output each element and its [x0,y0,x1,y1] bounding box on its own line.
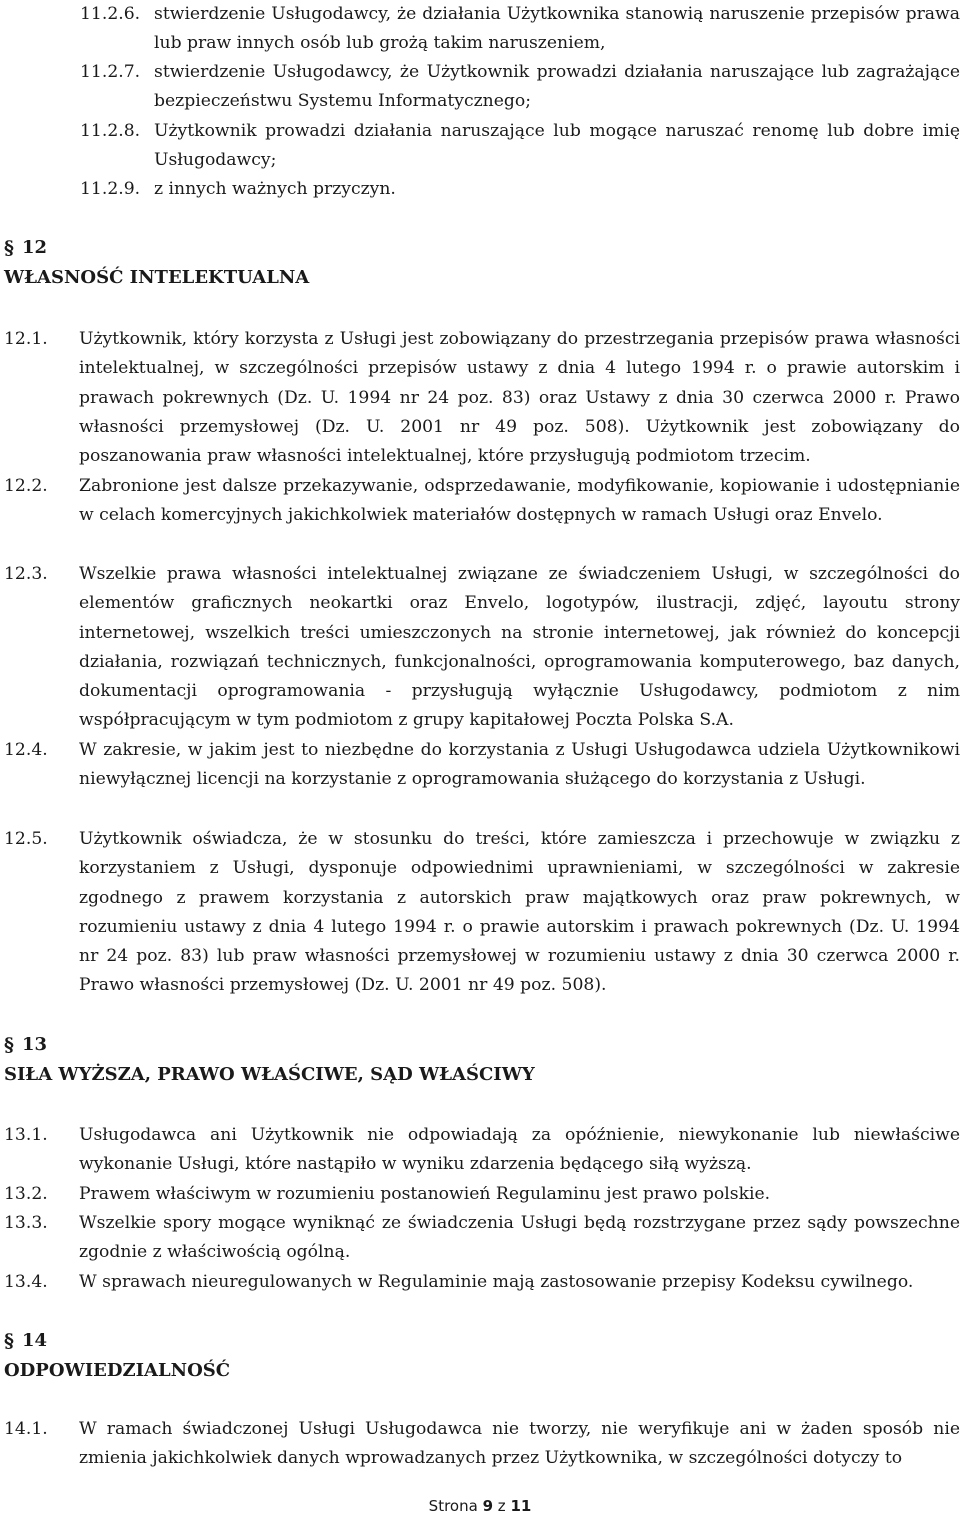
section-sign: § [4,237,14,259]
item-number: 11.2.9. [80,179,141,199]
current-page-number: 9 [482,1497,494,1515]
item-number: 14.1. [4,1419,48,1439]
item-number: 11.2.6. [80,4,141,24]
section-title: WŁASNOŚĆ INTELEKTUALNA [4,267,310,288]
item-number: 13.3. [4,1213,48,1233]
item-number: 12.2. [4,476,48,496]
item-text: z innych ważnych przyczyn. [154,179,396,199]
section-number: 12 [22,237,48,258]
item-number: 12.1. [4,329,48,349]
item-number: 12.4. [4,740,48,760]
section-number: 13 [22,1034,48,1055]
section-sign: § [4,1034,14,1056]
item-text: Prawem właściwym w rozumieniu postanowień Regulaminu jest prawo polskie. [79,1184,771,1204]
item-text: Wszelkie spory mogące wyniknąć ze świadczenia Usługi będą rozstrzygane przez sądy powszechne zgodnie z właściwością ogólną. [79,1213,960,1263]
item-text: Użytkownik, który korzysta z Usługi jest zobowiązany do przestrzegania przepisów prawa własności intelektualnej, w szczególności przepisów ustawy z dnia 4 lutego 1994 r. o prawie autorskim i prawach pokrewnych (Dz. U. 1994 nr 24 poz. 83) oraz Ustawy z dnia 30 czerwca 2000 r. Prawo własności przemysłowej (Dz. U. 2001 nr 49 poz. 508). Użytkownik jest zobowiązany do poszanowania praw własności intelektualnej, które przysługują podmiotom trzecim. [79,329,960,467]
section-sign: § [4,1330,14,1352]
item-number: 13.4. [4,1272,48,1292]
item-text: W zakresie, w jakim jest to niezbędne do korzystania z Usługi Usługodawca udziela Użytkownikowi niewyłącznej licencji na korzystanie z oprogramowania służącego do korzystania z Usługi. [79,740,960,790]
item-text: Zabronione jest dalsze przekazywanie, odsprzedawanie, modyfikowanie, kopiowanie i udostępnianie w celach komercyjnych jakichkolwiek materiałów dostępnych w ramach Usługi oraz Envelo. [79,476,960,526]
item-number: 13.2. [4,1184,48,1204]
section-title: SIŁA WYŻSZA, PRAWO WŁAŚCIWE, SĄD WŁAŚCIWY [4,1064,535,1085]
item-text: stwierdzenie Usługodawcy, że Użytkownik prowadzi działania naruszające lub zagrażające bezpieczeństwu Systemu Informatycznego; [154,62,960,112]
item-text: stwierdzenie Usługodawcy, że działania Użytkownika stanowią naruszenie przepisów prawa lub praw innych osób lub grożą takim naruszeniem, [154,4,960,54]
item-number: 12.3. [4,564,48,584]
item-text: Użytkownik oświadcza, że w stosunku do treści, które zamieszcza i przechowuje w związku z korzystaniem z Usługi, dysponuje odpowiednimi uprawnieniami, w szczególności w zakresie zgodnego z prawem korzystania z autorskich praw majątkowych oraz praw pokrewnych, w rozumieniu ustawy z dnia 4 lutego 1994 r. o prawie autorskim i prawach pokrewnych (Dz. U. 1994 nr 24 poz. 83) lub praw własności przemysłowej w rozumieniu ustawy z dnia 30 czerwca 2000 r. Prawo własności przemysłowej (Dz. U. 2001 nr 49 poz. 508). [79,829,960,996]
item-number: 11.2.7. [80,62,141,82]
item-text: Wszelkie prawa własności intelektualnej związane ze świadczeniem Usługi, w szczególności do elementów graficznych neokartki oraz Envelo, logotypów, ilustracji, zdjęć, layoutu strony internetowej, wszelkich treści umieszczonych na stronie internetowej, jak również do koncepcji działania, rozwiązań technicznych, funkcjonalności, oprogramowania komputerowego, baz danych, dokumentacji oprogramowania - przysługują wyłącznie Usługodawcy, podmiotom z nim współpracującym w tym podmiotom z grupy kapitałowej Poczta Polska S.A. [79,564,960,731]
section-number: 14 [22,1330,48,1351]
section-title: ODPOWIEDZIALNOŚĆ [4,1360,231,1381]
total-pages-number: 11 [510,1497,532,1515]
item-text: W ramach świadczonej Usługi Usługodawca nie tworzy, nie weryfikuje ani w żaden sposób nie zmienia jakichkolwiek danych wprowadzanych przez Użytkownika, w szczególności dotyczy to [79,1419,960,1469]
item-number: 12.5. [4,829,48,849]
page-label: Strona [428,1497,478,1515]
item-text: Usługodawca ani Użytkownik nie odpowiadają za opóźnienie, niewykonanie lub niewłaściwe wykonanie Usługi, które nastąpiło w wyniku zdarzenia będącego siłą wyższą. [79,1125,960,1175]
item-text: W sprawach nieuregulowanych w Regulaminie mają zastosowanie przepisy Kodeksu cywilnego. [79,1272,914,1292]
item-number: 11.2.8. [80,121,141,141]
item-number: 13.1. [4,1125,48,1145]
item-text: Użytkownik prowadzi działania naruszające lub mogące naruszać renomę lub dobre imię Usługodawcy; [154,121,960,171]
page-footer [0,1497,960,1515]
page-of-label: z [497,1497,506,1515]
